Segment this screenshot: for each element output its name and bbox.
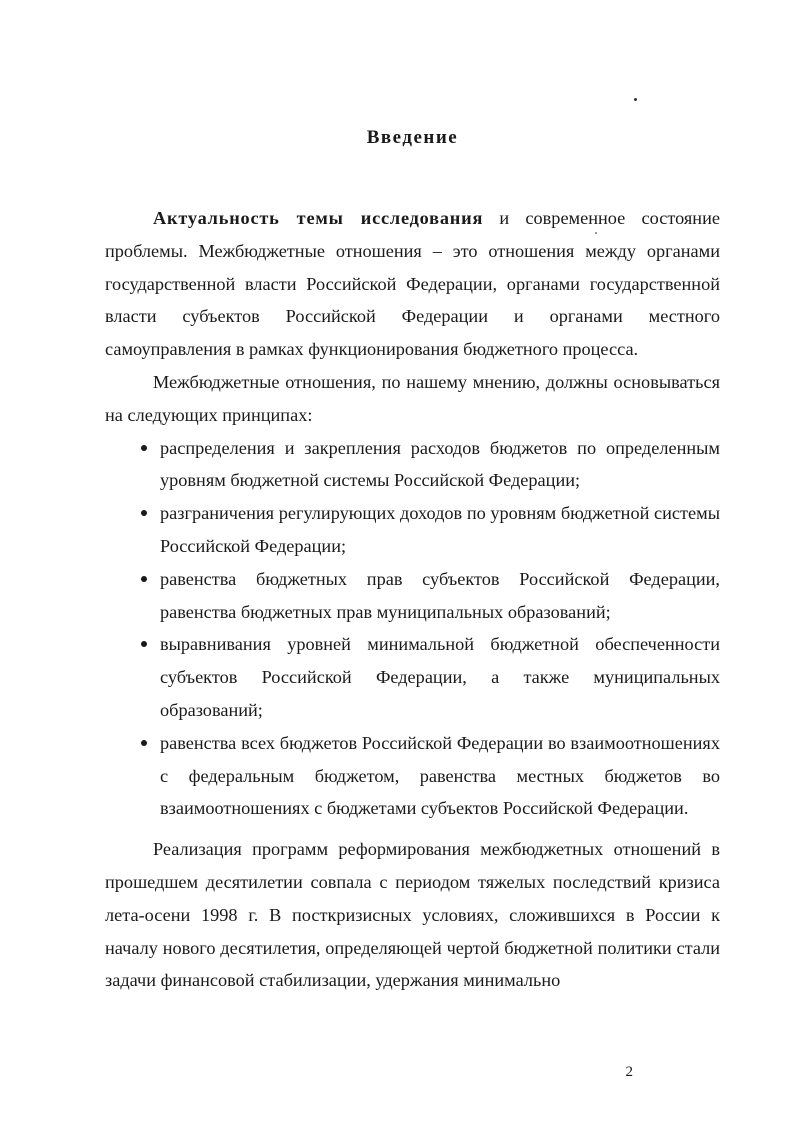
bullet-icon	[141, 576, 147, 582]
list-item-text: равенства бюджетных прав субъектов Российской Федерации, равенства бюджетных прав муниципальных образований;	[160, 568, 720, 622]
bullet-icon	[141, 740, 147, 746]
list-item-text: разграничения регулирующих доходов по уровням бюджетной системы Российской Федерации;	[160, 503, 720, 556]
scan-speck	[634, 98, 637, 101]
list-item-text: равенства всех бюджетов Российской Федерации во взаимоотношениях с федеральным бюджетом, равенства местных бюджетов во взаимоотношениях с бюджетами субъектов Российской Федерации.	[160, 732, 720, 819]
body-text	[105, 202, 720, 997]
list-item	[160, 727, 720, 825]
list-item-text: выравнивания уровней минимальной бюджетной обеспеченности субъектов Российской Федерации, а также муниципальных образований;	[160, 634, 720, 720]
document-page	[105, 0, 720, 1122]
principles-intro: Межбюджетные отношения, по нашему мнению, должны основываться на следующих принципах:	[105, 371, 720, 425]
list-item-text: распределения и закрепления расходов бюджетов по определенным уровням бюджетной системы Российской Федерации;	[160, 437, 720, 491]
intro-paragraph	[105, 202, 720, 366]
intro-lead: Актуальность темы исследования	[153, 208, 484, 228]
bullet-icon	[141, 510, 147, 516]
bullet-icon	[141, 641, 147, 647]
list-item	[160, 432, 720, 498]
page-title: Введение	[366, 127, 459, 148]
bullet-icon	[141, 445, 147, 451]
principles-list	[105, 432, 720, 826]
closing-paragraph: Реализация программ реформирования межбюджетных отношений в прошедшем десятилетии совпала с периодом тяжелых последствий кризиса лета-осени 1998 г. В посткризисных условиях, сложившихся в России к началу нового десятилетия, определяющей чертой бюджетной политики стали задачи финансовой стабилизации, удержания минимально	[105, 839, 720, 991]
list-item	[160, 563, 720, 629]
list-item	[160, 628, 720, 726]
list-item	[160, 497, 720, 563]
intro-text: и современное состояние проблемы. Межбюджетные отношения – это отношения между органами государственной власти Российской Федерации, органами государственной власти субъектов Российской Федерации и органами местного самоуправления в рамках функционирования бюджетного процесса.	[105, 208, 720, 360]
page-number: 2	[625, 1064, 633, 1080]
